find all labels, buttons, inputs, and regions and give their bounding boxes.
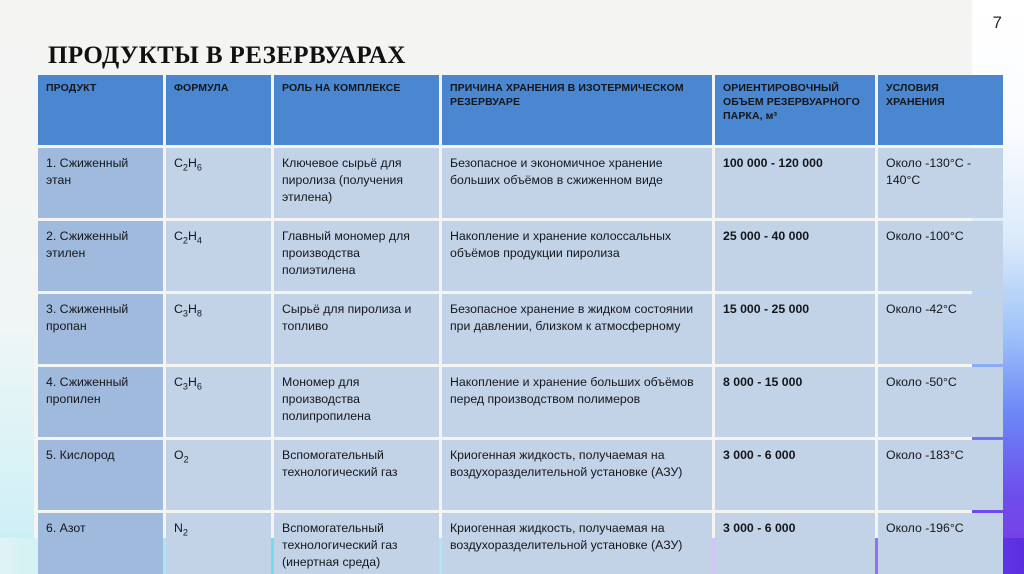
cell-conditions: Около -183°С [878, 440, 1003, 510]
cell-reason: Криогенная жидкость, получаемая на воздухоразделительной установке (АЗУ) [442, 513, 712, 574]
cell-role: Ключевое сырьё для пиролиза (получения этилена) [274, 148, 439, 218]
cell-formula: $C_2H_4$ [166, 221, 271, 291]
cell-product: 6. Азот [38, 513, 163, 574]
table-header [38, 75, 1003, 145]
page-number: 7 [992, 13, 1002, 32]
cell-reason: Безопасное хранение в жидком состоянии при давлении, близком к атмосферному [442, 294, 712, 364]
cell-volume: 25 000 - 40 000 [715, 221, 875, 291]
cell-conditions: Около -196°С [878, 513, 1003, 574]
column-header-role: РОЛЬ НА КОМПЛЕКСЕ [274, 75, 439, 145]
cell-reason: Накопление и хранение колоссальных объёмов продукции пиролиза [442, 221, 712, 291]
cell-formula: $C_2H_6$ [166, 148, 271, 218]
cell-product: 1. Сжиженный этан [38, 148, 163, 218]
column-header-reason: ПРИЧИНА ХРАНЕНИЯ В ИЗОТЕРМИЧЕСКОМ РЕЗЕРВУАРЕ [442, 75, 712, 145]
cell-conditions: Около -130°С - 140°С [878, 148, 1003, 218]
column-header-volume: ОРИЕНТИРОВОЧНЫЙ ОБЪЕМ РЕЗЕРВУАРНОГО ПАРКА, м³ [715, 75, 875, 145]
table-row [38, 148, 1003, 218]
table-header-row [38, 75, 1003, 145]
cell-reason: Накопление и хранение больших объёмов перед производством полимеров [442, 367, 712, 437]
cell-volume: 3 000 - 6 000 [715, 513, 875, 574]
cell-product: 5. Кислород [38, 440, 163, 510]
cell-volume: 100 000 - 120 000 [715, 148, 875, 218]
cell-role: Вспомогательный технологический газ [274, 440, 439, 510]
cell-formula: $O_2$ [166, 440, 271, 510]
products-table [35, 72, 1006, 574]
page-title: ПРОДУКТЫ В РЕЗЕРВУАРАХ [48, 41, 406, 69]
column-header-formula: ФОРМУЛА [166, 75, 271, 145]
products-table-wrapper [35, 72, 985, 574]
background-left-gradient [0, 0, 34, 574]
table-row [38, 367, 1003, 437]
cell-volume: 8 000 - 15 000 [715, 367, 875, 437]
cell-reason: Безопасное и экономичное хранение больших объёмов в сжиженном виде [442, 148, 712, 218]
cell-product: 4. Сжиженный пропилен [38, 367, 163, 437]
table-row [38, 221, 1003, 291]
table-row [38, 513, 1003, 574]
table-row [38, 440, 1003, 510]
cell-product: 2. Сжиженный этилен [38, 221, 163, 291]
cell-role: Главный мономер для производства полиэтилена [274, 221, 439, 291]
cell-formula: $N_2$ [166, 513, 271, 574]
cell-role: Мономер для производства полипропилена [274, 367, 439, 437]
cell-role: Сырьё для пиролиза и топливо [274, 294, 439, 364]
cell-conditions: Около -42°С [878, 294, 1003, 364]
column-header-conditions: УСЛОВИЯ ХРАНЕНИЯ [878, 75, 1003, 145]
cell-volume: 3 000 - 6 000 [715, 440, 875, 510]
cell-formula: $C_3H_8$ [166, 294, 271, 364]
cell-conditions: Около -100°С [878, 221, 1003, 291]
table-row [38, 294, 1003, 364]
column-header-product: ПРОДУКТ [38, 75, 163, 145]
cell-product: 3. Сжиженный пропан [38, 294, 163, 364]
cell-reason: Криогенная жидкость, получаемая на воздухоразделительной установке (АЗУ) [442, 440, 712, 510]
cell-conditions: Около -50°С [878, 367, 1003, 437]
cell-volume: 15 000 - 25 000 [715, 294, 875, 364]
cell-formula: $C_3H_6$ [166, 367, 271, 437]
cell-role: Вспомогательный технологический газ (инертная среда) [274, 513, 439, 574]
table-body [38, 148, 1003, 574]
